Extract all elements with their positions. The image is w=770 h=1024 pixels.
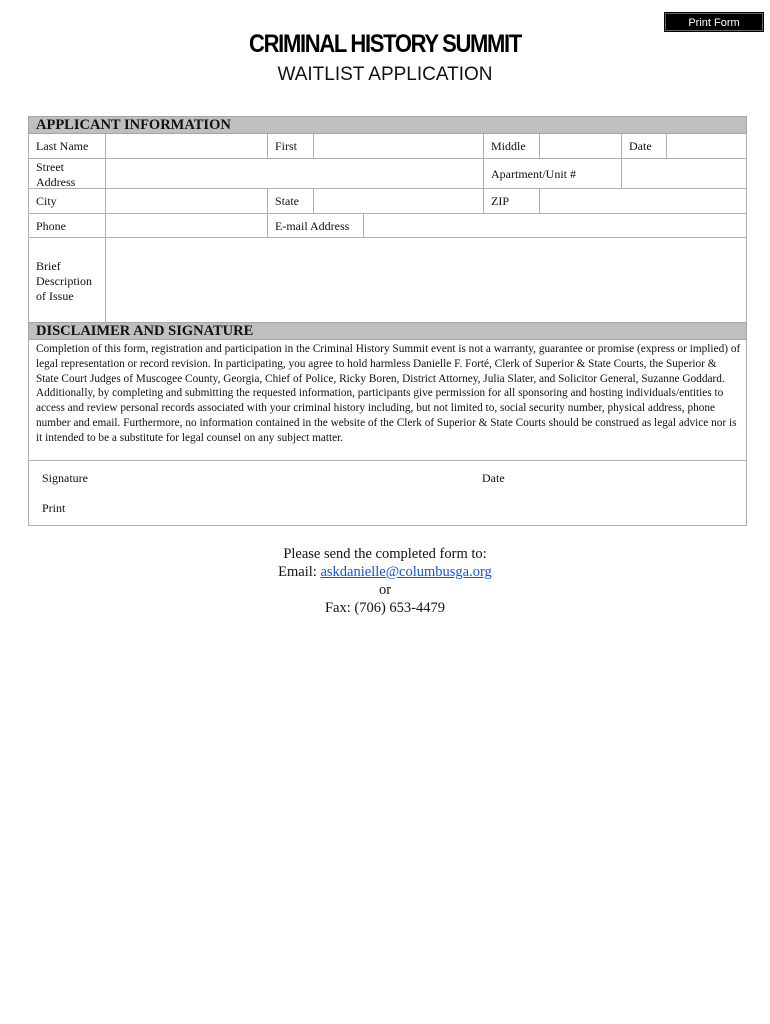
city-input[interactable] — [105, 189, 267, 213]
phone-input[interactable] — [105, 214, 267, 237]
email-address-input[interactable] — [363, 214, 746, 237]
middle-name-label: Middle — [483, 134, 539, 158]
first-name-label: First — [267, 134, 313, 158]
state-input[interactable] — [313, 189, 483, 213]
apartment-input[interactable] — [621, 159, 746, 188]
applicant-information-table — [28, 134, 747, 322]
row-contact — [29, 214, 746, 238]
brief-description-input[interactable] — [105, 238, 746, 322]
row-address — [29, 159, 746, 189]
footer-email-line — [0, 563, 770, 582]
page-title: CRIMINAL HISTORY SUMMIT — [249, 30, 521, 58]
print-form-button[interactable]: Print Form — [664, 12, 764, 32]
email-address-label: E-mail Address — [267, 214, 363, 237]
disclaimer-section — [28, 340, 747, 526]
brief-description-label: Brief Description of Issue — [36, 259, 92, 303]
row-description — [29, 238, 746, 322]
footer-instructions: Please send the completed form to: — [283, 546, 487, 562]
street-address-input[interactable] — [105, 159, 483, 188]
zip-input[interactable] — [539, 189, 746, 213]
row-name — [29, 134, 746, 159]
disclaimer-header: DISCLAIMER AND SIGNATURE — [28, 322, 747, 340]
disclaimer-text: Completion of this form, registration and participation in the Criminal History Summit event is not a warranty, guarantee or promise (express or implied) of legal representation or record revision. In participating, you agree to hold harmless Danielle F. Forté, Clerk of Superior & State Courts, the Superior & State Court Judges of Muscogee County, Georgia, Chief of Police, Ricky Boren, District Attorney, Julia Slater, and Solicitor General, Suzanne Goddard. Additionally, by completing and submitting the requested information, participants give permission for all sponsoring and hosting individuals/entities to access and review personal records associated with your criminal history including, but not limited to, social security number, physical address, phone number and email. Furthermore, no information contained in the website of the Clerk of Superior & State Courts should be construed as legal advice nor is it intended to be a substitute for legal counsel on any subject matter. — [36, 343, 741, 444]
last-name-label: Last Name — [36, 139, 89, 153]
street-address-label: Street Address — [36, 160, 76, 189]
signature-date-label: Date — [482, 471, 505, 485]
date-label: Date — [621, 134, 666, 158]
city-label: City — [36, 194, 57, 208]
state-label: State — [267, 189, 313, 213]
phone-label: Phone — [36, 219, 66, 233]
footer-or: or — [378, 582, 392, 598]
page-subtitle: WAITLIST APPLICATION — [277, 64, 493, 85]
middle-name-input[interactable] — [539, 134, 621, 158]
print-name-label: Print — [42, 501, 66, 515]
first-name-input[interactable] — [313, 134, 483, 158]
applicant-information-header: APPLICANT INFORMATION — [28, 116, 747, 134]
signature-label: Signature — [42, 471, 88, 485]
date-input[interactable] — [666, 134, 746, 158]
apartment-label: Apartment/Unit # — [483, 159, 621, 188]
footer-fax: Fax: (706) 653-4479 — [324, 600, 445, 616]
email-link[interactable]: askdanielle@columbusga.org — [320, 564, 492, 580]
email-label: Email: — [278, 564, 317, 580]
last-name-input[interactable] — [105, 134, 267, 158]
zip-label: ZIP — [483, 189, 539, 213]
disclaimer-divider — [29, 460, 746, 461]
row-city — [29, 189, 746, 214]
